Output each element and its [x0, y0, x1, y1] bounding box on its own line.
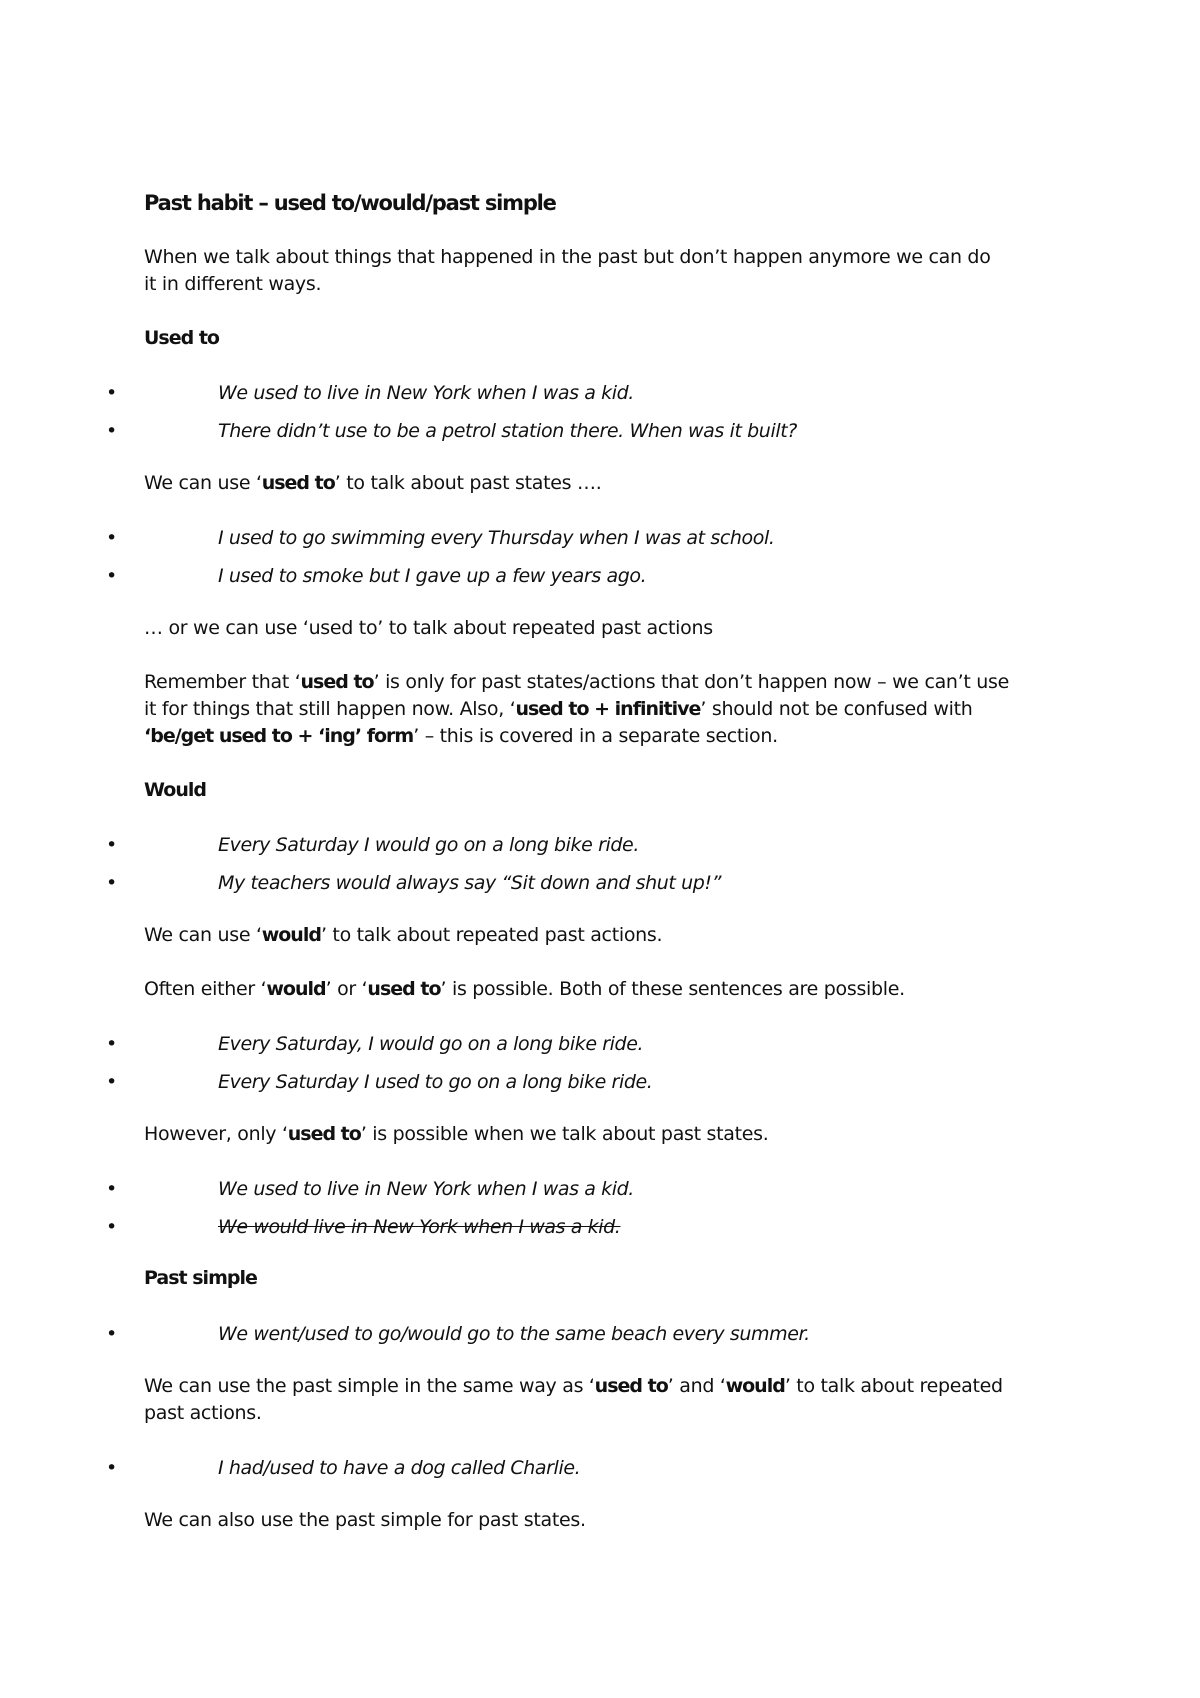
- example-sentence: Every Saturday I would go on a long bike ride.: [218, 834, 639, 856]
- text: ’ is only for past states/actions that don’t happen now – we can’t use: [373, 671, 1010, 693]
- bullet-icon: •: [106, 1216, 118, 1238]
- bold-term: used to: [287, 1123, 361, 1145]
- note-past-states: [144, 470, 601, 497]
- text: ’ should not be confused with: [700, 698, 973, 720]
- bullet-icon: •: [106, 834, 118, 856]
- bold-term: ‘be/get used to + ‘ing’ form: [144, 725, 414, 747]
- bold-term: used to: [300, 671, 374, 693]
- remember-line-3: [144, 723, 778, 750]
- note-past-simple-line-2: past actions.: [144, 1402, 262, 1424]
- example-sentence: Every Saturday, I would go on a long bike ride.: [218, 1033, 644, 1055]
- bold-term: used to + infinitive: [515, 698, 701, 720]
- text: ’ to talk about repeated past actions.: [320, 924, 663, 946]
- example-sentence: My teachers would always say “Sit down and shut up!”: [218, 872, 722, 894]
- page-title: Past habit – used to/would/past simple: [144, 191, 556, 215]
- bullet-icon: •: [106, 1323, 118, 1345]
- text: We can use ‘: [144, 472, 262, 494]
- remember-line-2: [144, 696, 973, 723]
- text: However, only ‘: [144, 1123, 288, 1145]
- remember-line-1: [144, 669, 1009, 696]
- bullet-icon: •: [106, 1033, 118, 1055]
- bullet-icon: •: [106, 420, 118, 442]
- text: ’ is possible. Both of these sentences are possible.: [440, 978, 905, 1000]
- text: We can use ‘: [144, 924, 262, 946]
- text: We can use the past simple in the same way as ‘: [144, 1375, 595, 1397]
- example-sentence: We went/used to go/would go to the same beach every summer.: [218, 1323, 810, 1345]
- list-item: [0, 524, 1200, 552]
- list-item: [0, 1175, 1200, 1203]
- section-heading-past-simple: Past simple: [144, 1267, 257, 1289]
- list-item: [0, 1068, 1200, 1096]
- list-item: [0, 1030, 1200, 1058]
- bold-term: used to: [594, 1375, 668, 1397]
- bullet-icon: •: [106, 1071, 118, 1093]
- section-heading-used-to: Used to: [144, 327, 219, 349]
- note-repeated-actions: … or we can use ‘used to’ to talk about repeated past actions: [144, 617, 713, 639]
- bullet-icon: •: [106, 1457, 118, 1479]
- list-item: [0, 1454, 1200, 1482]
- list-item: [0, 1213, 1200, 1241]
- bold-term: would: [266, 978, 326, 1000]
- note-either: [144, 976, 905, 1003]
- bold-term: would: [725, 1375, 785, 1397]
- intro-text-line-2: it in different ways.: [144, 273, 322, 295]
- example-sentence: We used to live in New York when I was a kid.: [218, 382, 634, 404]
- list-item: [0, 869, 1200, 897]
- text: Often either ‘: [144, 978, 267, 1000]
- list-item: [0, 562, 1200, 590]
- intro-text-line-1: When we talk about things that happened in the past but don’t happen anymore we can do: [144, 246, 991, 268]
- text: Remember that ‘: [144, 671, 301, 693]
- text: ’ to talk about past states ….: [334, 472, 602, 494]
- note-past-simple-states: We can also use the past simple for past states.: [144, 1509, 586, 1531]
- bold-term: used to: [261, 472, 335, 494]
- incorrect-example-sentence: We would live in New York when I was a kid.: [218, 1216, 621, 1238]
- list-item: [0, 417, 1200, 445]
- example-sentence: Every Saturday I used to go on a long bike ride.: [218, 1071, 653, 1093]
- example-sentence: I had/used to have a dog called Charlie.: [218, 1457, 581, 1479]
- text: ’ or ‘: [325, 978, 368, 1000]
- text: ’ – this is covered in a separate section.: [413, 725, 778, 747]
- note-would: [144, 922, 662, 949]
- list-item: [0, 1320, 1200, 1348]
- list-item: [0, 831, 1200, 859]
- text: ’ is possible when we talk about past states.: [360, 1123, 769, 1145]
- example-sentence: We used to live in New York when I was a kid.: [218, 1178, 634, 1200]
- bullet-icon: •: [106, 872, 118, 894]
- text: ’ to talk about repeated: [784, 1375, 1003, 1397]
- bold-term: would: [261, 924, 321, 946]
- bullet-icon: •: [106, 382, 118, 404]
- note-past-simple-line-1: [144, 1373, 1003, 1400]
- bold-term: used to: [367, 978, 441, 1000]
- example-sentence: I used to smoke but I gave up a few years ago.: [218, 565, 647, 587]
- note-however: [144, 1121, 769, 1148]
- text: ’ and ‘: [667, 1375, 726, 1397]
- bullet-icon: •: [106, 527, 118, 549]
- example-sentence: I used to go swimming every Thursday when I was at school.: [218, 527, 775, 549]
- text: it for things that still happen now. Also, ‘: [144, 698, 516, 720]
- bullet-icon: •: [106, 565, 118, 587]
- section-heading-would: Would: [144, 779, 206, 801]
- bullet-icon: •: [106, 1178, 118, 1200]
- example-sentence: There didn’t use to be a petrol station there. When was it built?: [218, 420, 797, 442]
- list-item: [0, 379, 1200, 407]
